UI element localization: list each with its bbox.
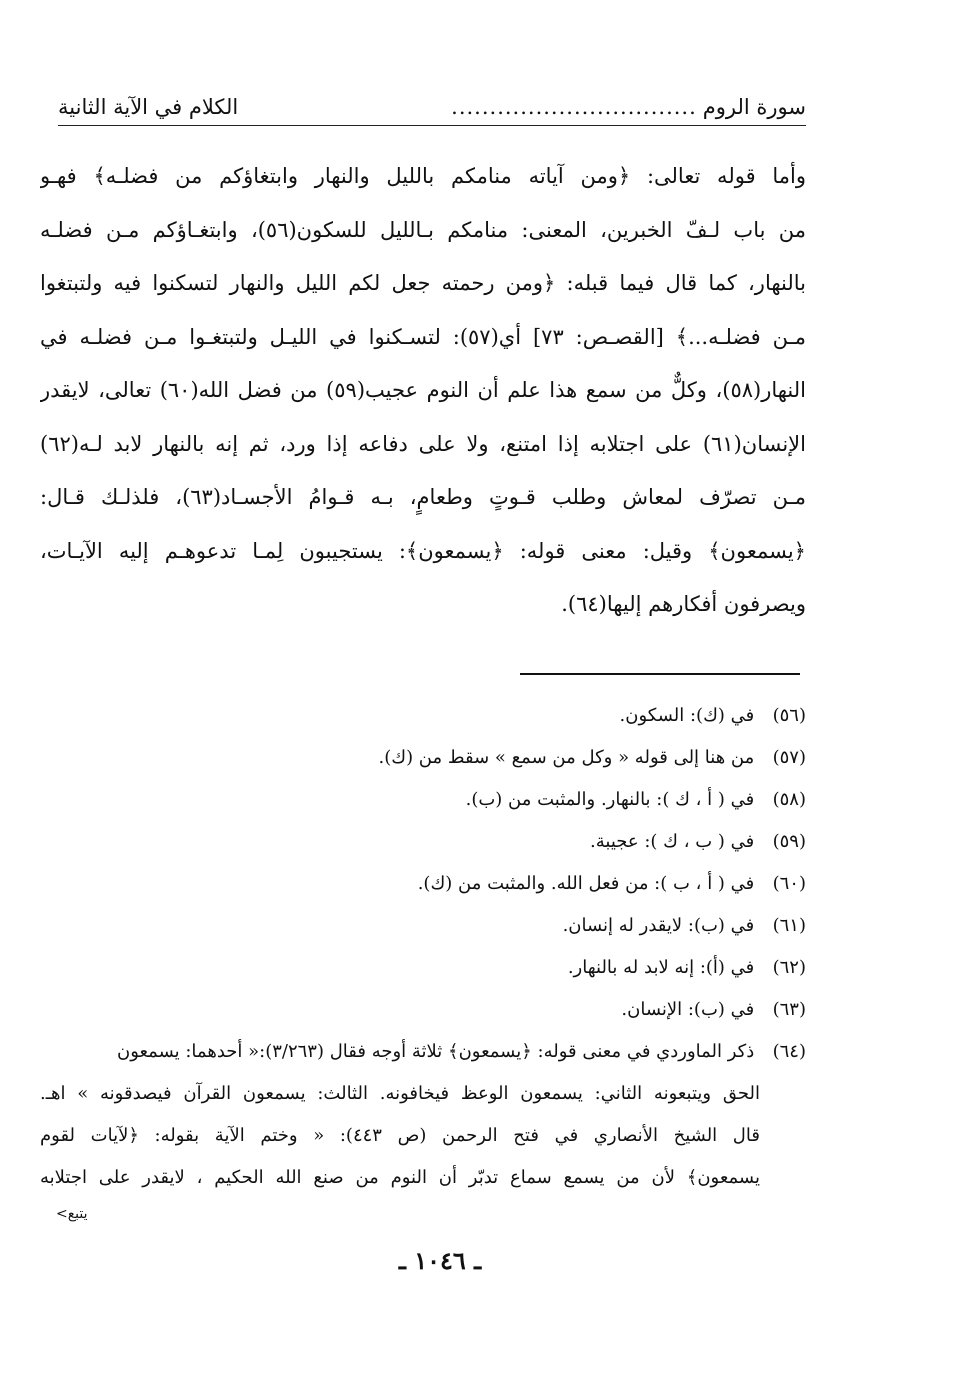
main-text	[40, 150, 806, 632]
body-line: النهار(٥٨)، وكلٌّ من سمع هذا علم أن النوم عجيب(٥٩) من فضل الله(٦٠) تعالى، لايقدر	[40, 378, 806, 402]
footnote-text: في (أ): إنه لابد له بالنهار.	[567, 957, 755, 978]
continued-marker: يتبع>	[56, 1206, 88, 1222]
footnote-number: (٦٢)	[772, 957, 806, 978]
footnote	[40, 737, 806, 779]
running-header	[58, 90, 806, 124]
footnote-text: من هنا إلى قوله « وكل من سمع » سقط من (ك).	[378, 747, 755, 768]
footnote-text: في ( أ ، ب ): من فعل الله. والمثبت من (ك).	[417, 873, 755, 894]
footnote	[40, 947, 806, 989]
footnote	[40, 905, 806, 947]
header-surah-name: سورة الروم	[702, 95, 806, 119]
footnote	[40, 1031, 806, 1073]
footnote-number: (٥٦)	[772, 705, 806, 726]
body-line: وأما قوله تعالى: ﴿ومن آياته منامكم بالليل والنهار وابتغاؤكم من فضلـه﴾ فهـو	[40, 164, 806, 188]
header-rule	[58, 125, 806, 126]
page-number: ـ ١٠٤٦ ـ	[398, 1246, 482, 1275]
footnote	[40, 989, 806, 1031]
footnote	[40, 695, 806, 737]
body-line: مـن تصرّف لمعاش وطلب قـوتٍ وطعامٍ، بـه قـوامُ الأجسـاد(٦٣)، فلذلـك قـال:	[40, 485, 806, 509]
body-line: مـن فضلـه...﴾ [القصـص: ٧٣] أي(٥٧): لتسـكنوا في الليـل ولتبتغـوا مـن فضلـه في	[40, 324, 806, 349]
footnote-text: في ( ب ، ك ): عجيبة.	[590, 831, 755, 852]
footnote-text: في ( أ ، ك ): بالنهار. والمثبت من (ب).	[465, 789, 755, 810]
body-line: بالنهار، كما قال فيما قبله: ﴿ومن رحمته جعل لكم الليل والنهار لتسكنوا فيه ولتبتغوا	[40, 271, 806, 295]
header-topic: الكلام في الآية الثانية	[58, 95, 239, 119]
body-line: ويصرفون أفكارهم إليها(٦٤).	[561, 592, 806, 616]
footnote-number: (٦٠)	[772, 873, 806, 894]
footnote-number: (٥٨)	[772, 789, 806, 810]
footnote-continuation-line: يسمعون﴾ لأن من يسمع سماع تدبّر أن النوم من صنع الله الحكيم ، لايقدر على اجتلابه	[40, 1167, 760, 1188]
header-dot-leader: ................................	[451, 95, 697, 119]
body-line: ﴿يسمعون﴾ وقيل: معنى قوله: ﴿يسمعون﴾: يستجيبون لِمـا تدعوهـم إليه الآيـات،	[40, 538, 806, 563]
footnote-text: في (ب): الإنسان.	[621, 999, 755, 1020]
footnotes	[40, 695, 806, 1199]
footnote	[40, 821, 806, 863]
footnote-number: (٦٤)	[772, 1041, 806, 1062]
footnote-text: في (ك): السكون.	[619, 705, 755, 726]
footnote-number: (٦١)	[772, 915, 806, 936]
footnote	[40, 863, 806, 905]
body-line: من باب لـفّ الخبرين، المعنى: منامكم بـالليل للسكون(٥٦)، وابتغـاؤكم مـن فضلـه	[40, 217, 806, 242]
footnote-number: (٥٩)	[772, 831, 806, 852]
footnote-text: ذكر الماوردي في معنى قوله: ﴿يسمعون﴾ ثلاثة أوجه فقال (٣/٢٦٣):« أحدهما: يسمعون	[116, 1041, 755, 1062]
body-line: الإنسان(٦١) على اجتلابه إذا امتنع، ولا على دفاعه إذا ورد، ثم إنه بالنهار لابد لـه(٦٢)	[40, 431, 806, 456]
footnote-continuation-line: الحق ويتبعونه الثاني: يسمعون الوعظ فيخافونه. الثالث: يسمعون القرآن فيصدقونه » اهـ.	[40, 1083, 760, 1104]
footnote-separator	[520, 673, 800, 675]
footnote	[40, 779, 806, 821]
footnote-text: في (ب): لايقدر له إنسان.	[562, 915, 755, 936]
footnote-continuation-line: قال الشيخ الأنصاري في فتح الرحمن (ص ٤٤٣): « وختم الآية بقوله: ﴿لآيات لقوم	[40, 1125, 760, 1146]
footnote-number: (٦٣)	[772, 999, 806, 1020]
footnote-number: (٥٧)	[772, 747, 806, 768]
